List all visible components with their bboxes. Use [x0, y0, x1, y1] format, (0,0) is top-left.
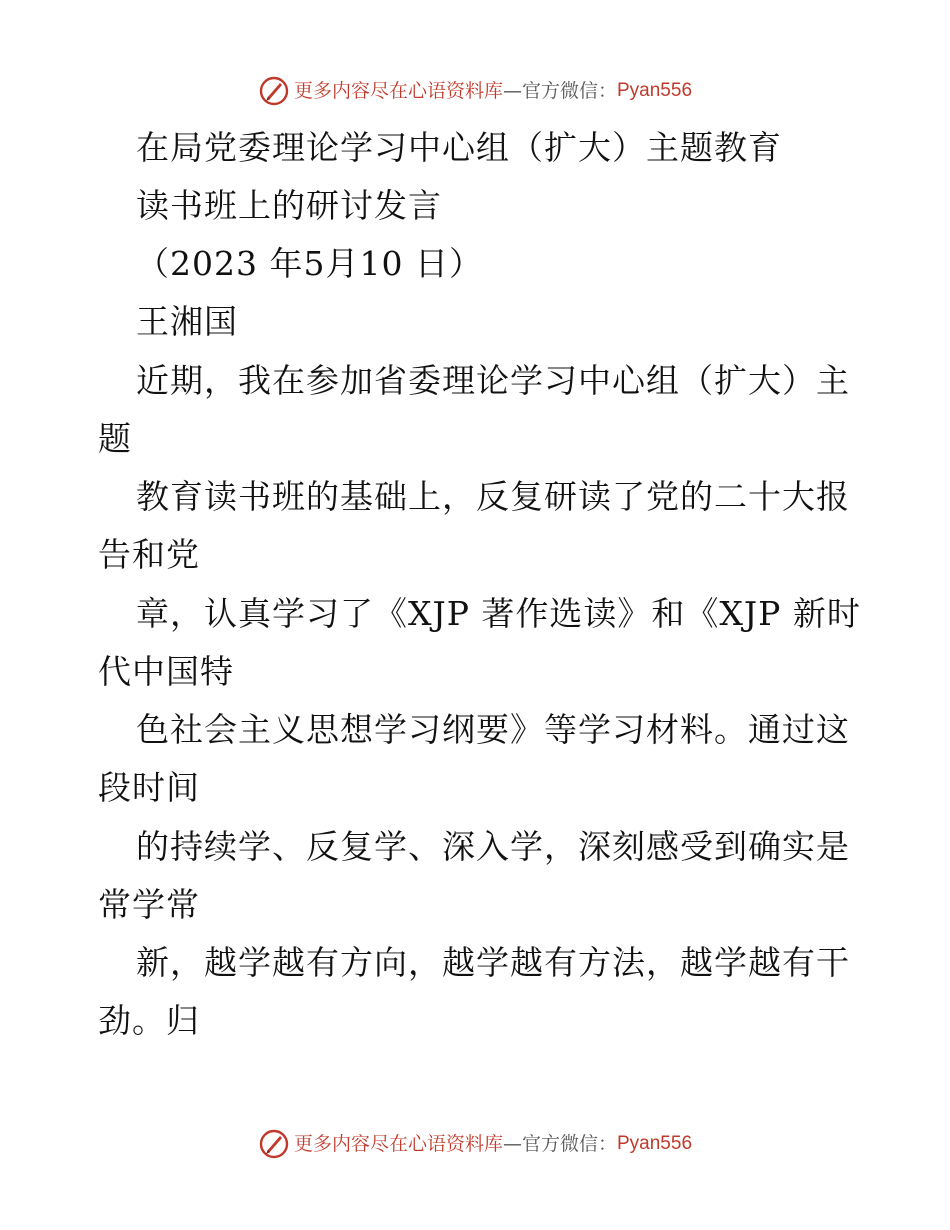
body-line: 代中国特	[98, 652, 234, 691]
watermark-wechat-id: Pyan556	[617, 80, 693, 101]
document-author: 王湘国	[136, 302, 238, 341]
body-line: 劲。归	[98, 1001, 200, 1040]
document-date: （2023 年5月10 日）	[136, 244, 483, 283]
quill-pen-logo-icon	[258, 75, 290, 107]
body-line: 教育读书班的基础上，反复研读了党的二十大报	[136, 477, 850, 516]
watermark-wechat-label: 官方微信：	[521, 80, 617, 102]
body-line: 的持续学、反复学、深入学，深刻感受到确实是	[136, 827, 850, 866]
watermark-brand: 更多内容尽在心语资料库	[293, 1133, 503, 1155]
body-line: 常学常	[98, 885, 200, 924]
body-line: 新，越学越有方向，越学越有方法，越学越有干	[136, 943, 850, 982]
body-line: 告和党	[98, 535, 200, 574]
watermark-wechat-id: Pyan556	[617, 1133, 693, 1154]
document-title-line-1: 在局党委理论学习中心组（扩大）主题教育	[136, 128, 782, 167]
watermark-wechat-label: 官方微信：	[521, 1133, 617, 1155]
body-line: 色社会主义思想学习纲要》等学习材料。通过这	[136, 710, 850, 749]
watermark-dash: —	[502, 1133, 522, 1155]
quill-pen-logo-icon	[258, 1128, 290, 1160]
body-line: 段时间	[98, 768, 200, 807]
header-watermark	[0, 75, 950, 107]
footer-watermark	[0, 1128, 950, 1160]
watermark-brand: 更多内容尽在心语资料库	[293, 80, 503, 102]
body-line: 近期，我在参加省委理论学习中心组（扩大）主	[136, 361, 850, 400]
document-title-line-2: 读书班上的研讨发言	[136, 186, 442, 225]
body-line: 章，认真学习了《XJP 著作选读》和《XJP 新时	[136, 594, 861, 633]
body-line: 题	[98, 419, 132, 458]
watermark-dash: —	[502, 80, 522, 102]
